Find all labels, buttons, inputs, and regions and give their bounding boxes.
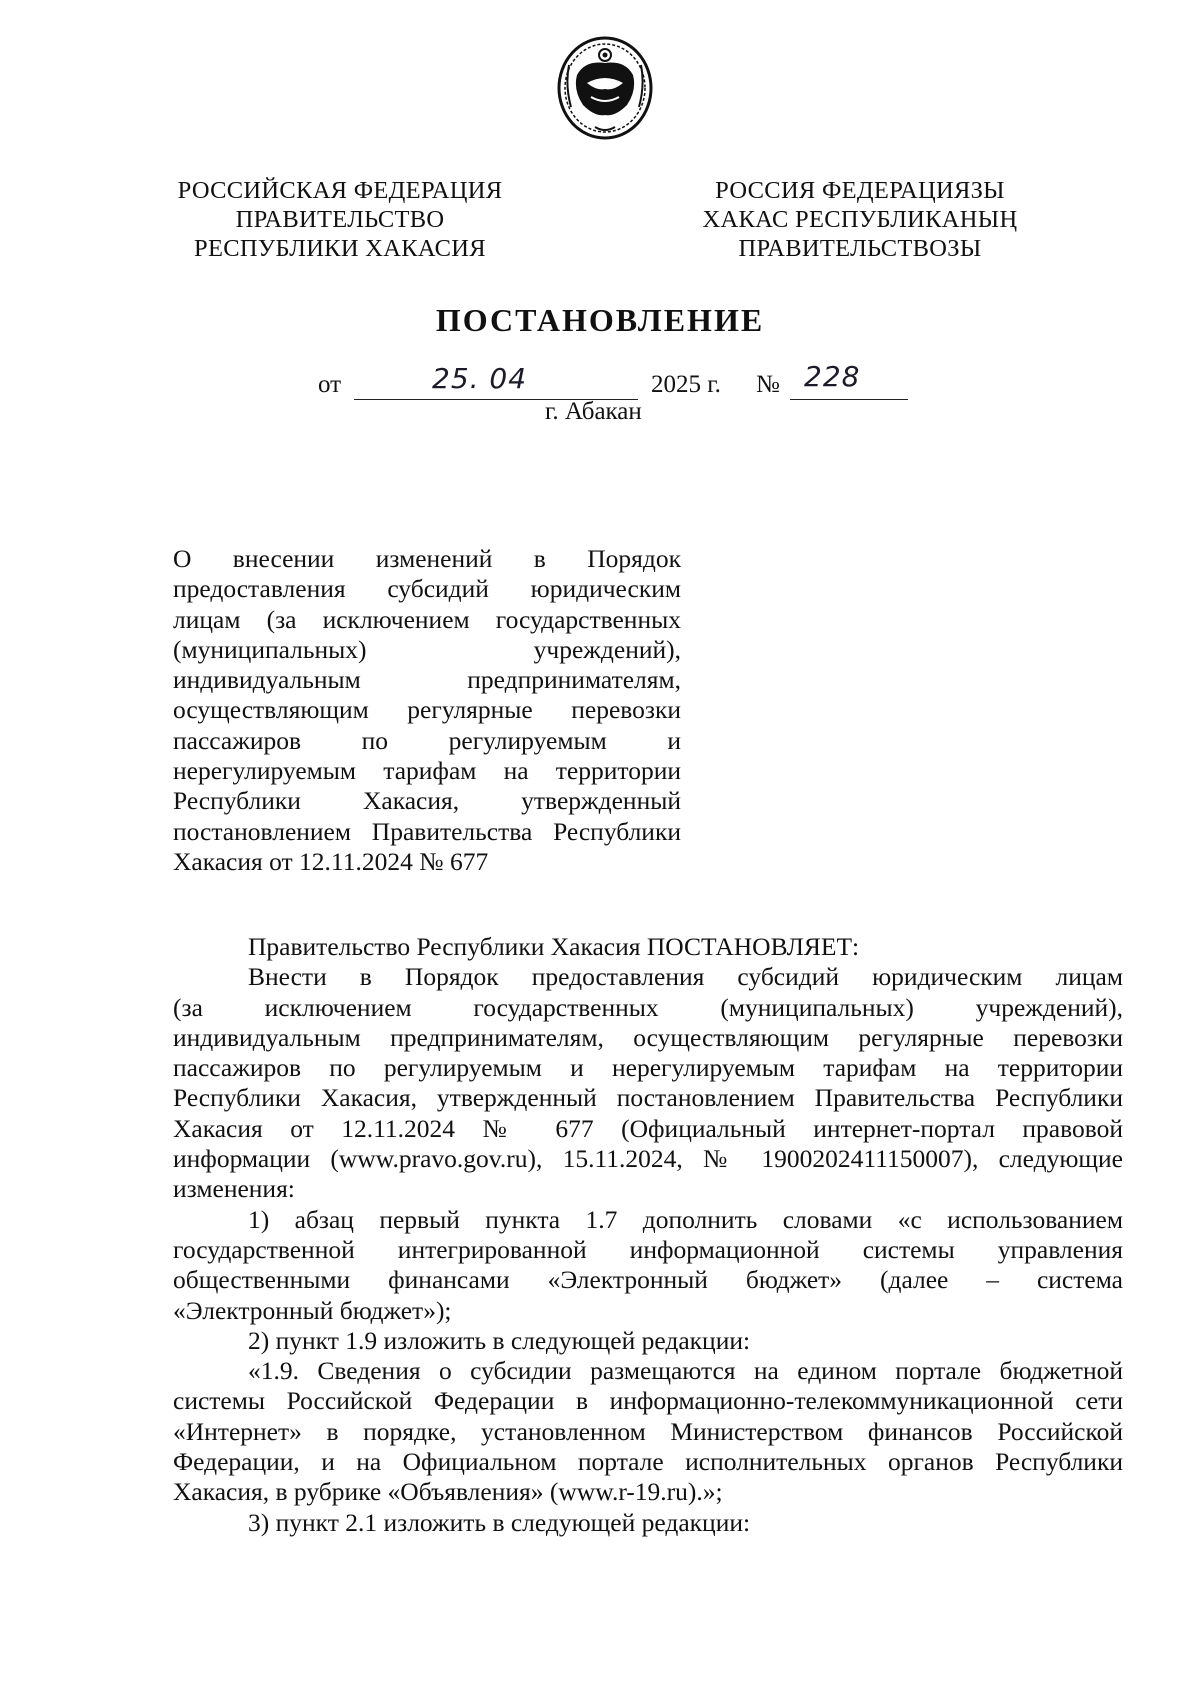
body-line: «Интернет» в порядке, установленном Министерством финансов Российской (173, 1416, 1123, 1446)
subject-line: Республики Хакасия, утвержденный (173, 786, 681, 816)
city-label: г. Абакан (545, 398, 642, 425)
subject-line: индивидуальным предпринимателям, (173, 665, 681, 695)
subject-line: (муниципальных) учреждений), (173, 634, 681, 664)
body-line: изменения: (173, 1174, 295, 1204)
body-line: Республики Хакасия, утвержденный постановлением Правительства Республики (173, 1083, 1123, 1113)
subject-line: нерегулируемым тарифам на территории (173, 756, 681, 786)
header-right-line-2: ХАКАС РЕСПУБЛИКАНЫҢ (702, 206, 1018, 233)
header-left-line-2: ПРАВИТЕЛЬСТВО (235, 206, 445, 233)
body-line: Хакасия от 12.11.2024 № 677 (Официальный интернет-портал правовой (173, 1113, 1123, 1143)
coat-of-arms-emblem (555, 35, 655, 141)
body-line: Хакасия, в рубрике «Объявления» (www.r-19.ru).»; (173, 1477, 723, 1507)
body-line: Федерации, и на Официальном портале исполнительных органов Республики (173, 1447, 1123, 1477)
document-type-title: ПОСТАНОВЛЕНИЕ (435, 302, 765, 338)
subject-line: предоставления субсидий юридическим (173, 574, 681, 604)
body-line: «1.9. Сведения о субсидии размещаются на едином портале бюджетной (248, 1356, 1123, 1386)
date-prefix: от (318, 371, 342, 398)
number-underline (790, 399, 908, 400)
number-sign: № (756, 371, 780, 398)
subject-line: Хакасия от 12.11.2024 № 677 (173, 846, 489, 876)
body-line: 1) абзац первый пункта 1.7 дополнить словами «с использованием (248, 1204, 1123, 1234)
subject-line: лицам (за исключением государственных (173, 604, 681, 634)
body-line: Внести в Порядок предоставления субсидий юридическим лицам (248, 962, 1123, 992)
body-text (173, 932, 1123, 1538)
body-line: (за исключением государственных (муниципальных) учреждений), (173, 992, 1123, 1022)
body-line: индивидуальным предпринимателям, осуществляющим регулярные перевозки (173, 1022, 1123, 1052)
header-left-line-3: РЕСПУБЛИКИ ХАКАСИЯ (194, 235, 486, 262)
subject-line: постановлением Правительства Республики (173, 816, 681, 846)
header-right-line-1: РОССИЯ ФЕДЕРАЦИЯЗЫ (715, 177, 1005, 204)
body-line: Правительство Республики Хакасия ПОСТАНОВЛЯЕТ: (248, 932, 860, 961)
subject-block (173, 544, 681, 877)
body-line: «Электронный бюджет»); (173, 1295, 452, 1325)
handwritten-date: 25. 04 (432, 362, 528, 395)
header-right-line-3: ПРАВИТЕЛЬСТВОЗЫ (738, 235, 982, 262)
subject-line: О внесении изменений в Порядок (173, 544, 681, 573)
header-right (690, 176, 1030, 263)
body-line: пассажиров по регулируемым и нерегулируемым тарифам на территории (173, 1053, 1123, 1083)
body-line: 2) пункт 1.9 изложить в следующей редакции: (248, 1325, 751, 1355)
body-line: общественными финансами «Электронный бюджет» (далее – система (173, 1265, 1123, 1295)
body-line: информации (www.pravo.gov.ru), 15.11.2024, № 1900202411150007), следующие (173, 1144, 1123, 1174)
header-left-line-1: РОССИЙСКАЯ ФЕДЕРАЦИЯ (177, 177, 503, 204)
body-line: системы Российской Федерации в информационно-телекоммуникационной сети (173, 1386, 1123, 1416)
subject-line: пассажиров по регулируемым и (173, 725, 681, 755)
body-line: 3) пункт 2.1 изложить в следующей редакции: (248, 1507, 751, 1537)
subject-line: осуществляющим регулярные перевозки (173, 695, 681, 725)
header-left (160, 176, 520, 263)
handwritten-number: 228 (804, 360, 861, 393)
year-label: 2025 г. (651, 371, 721, 398)
body-line: государственной интегрированной информационной системы управления (173, 1234, 1123, 1264)
